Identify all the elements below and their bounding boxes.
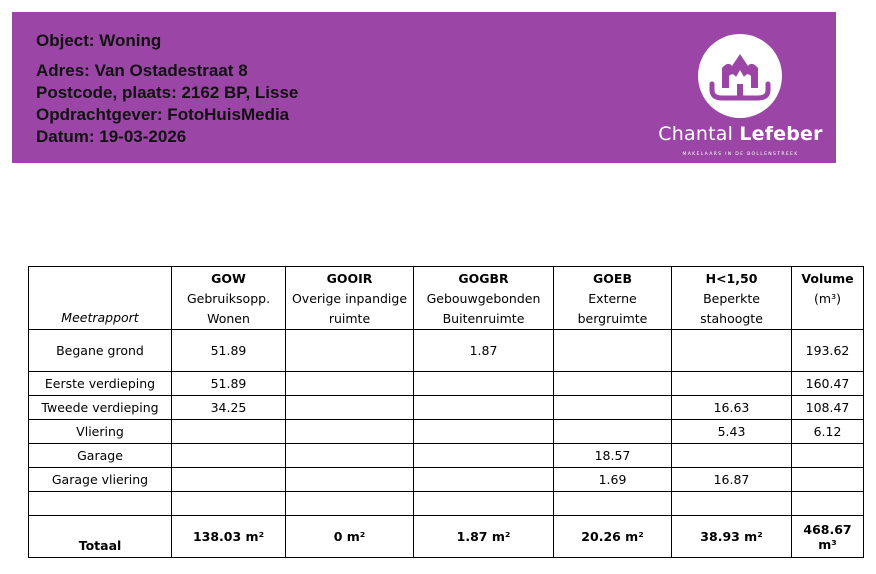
table-row	[29, 444, 864, 468]
table-cell	[554, 396, 672, 420]
column-header: GOEB Externe bergruimte	[554, 267, 672, 330]
total-cell: 468.67 m³	[792, 516, 864, 558]
table-cell	[414, 468, 554, 492]
column-header: H<1,50 Beperkte stahoogte	[672, 267, 792, 330]
object-line: Object: Woning	[36, 31, 162, 50]
table-row	[29, 468, 864, 492]
column-header: GOOIR Overige inpandige ruimte	[286, 267, 414, 330]
table-cell	[286, 492, 414, 516]
client-line: Opdrachtgever: FotoHuisMedia	[36, 105, 290, 124]
row-label: Tweede verdieping	[29, 396, 172, 420]
table-cell	[792, 444, 864, 468]
table-cell	[414, 492, 554, 516]
table-cell	[554, 492, 672, 516]
company-logo	[648, 32, 833, 162]
table-cell	[286, 330, 414, 372]
table-cell	[414, 444, 554, 468]
table-cell: 1.87	[414, 330, 554, 372]
table-cell	[414, 396, 554, 420]
column-header: Volume (m³)	[792, 267, 864, 330]
table-cell: 16.63	[672, 396, 792, 420]
table-cell: 193.62	[792, 330, 864, 372]
table-cell	[792, 492, 864, 516]
row-label: Begane grond	[29, 330, 172, 372]
table-cell: 51.89	[172, 372, 286, 396]
address-line: Adres: Van Ostadestraat 8	[36, 61, 248, 80]
table-cell	[554, 420, 672, 444]
total-label: Totaal	[29, 516, 172, 558]
postcode-line: Postcode, plaats: 2162 BP, Lisse	[36, 83, 299, 102]
table-cell	[286, 444, 414, 468]
table-row	[29, 396, 864, 420]
table-cell	[414, 372, 554, 396]
total-cell: 38.93 m²	[672, 516, 792, 558]
table-cell	[172, 468, 286, 492]
row-label: Vliering	[29, 420, 172, 444]
table-cell	[172, 444, 286, 468]
table-row	[29, 492, 864, 516]
measurement-table	[28, 266, 864, 558]
table-cell	[414, 420, 554, 444]
table-cell: 18.57	[554, 444, 672, 468]
total-cell: 1.87 m²	[414, 516, 554, 558]
table-cell	[286, 372, 414, 396]
table-cell	[172, 420, 286, 444]
table-cell: 108.47	[792, 396, 864, 420]
table-row	[29, 330, 864, 372]
date-line: Datum: 19-03-2026	[36, 127, 187, 146]
logo-last-name: Lefeber	[739, 123, 823, 145]
table-cell	[554, 372, 672, 396]
row-label	[29, 492, 172, 516]
table-row	[29, 372, 864, 396]
total-cell: 20.26 m²	[554, 516, 672, 558]
table-cell	[672, 330, 792, 372]
table-header-row	[29, 267, 864, 330]
logo-name	[648, 123, 833, 145]
header-info	[36, 30, 298, 148]
column-header: GOW Gebruiksopp. Wonen	[172, 267, 286, 330]
column-header: GOGBR Gebouwgebonden Buitenruimte	[414, 267, 554, 330]
logo-tagline: MAKELAARS IN DE BOLLENSTREEK	[682, 152, 799, 157]
table-cell: 51.89	[172, 330, 286, 372]
logo-first-name: Chantal	[658, 123, 734, 145]
table-cell	[672, 492, 792, 516]
row-label: Garage	[29, 444, 172, 468]
table-cell: 34.25	[172, 396, 286, 420]
table-cell: 160.47	[792, 372, 864, 396]
row-label: Eerste verdieping	[29, 372, 172, 396]
table-cell	[172, 492, 286, 516]
table-cell: 6.12	[792, 420, 864, 444]
total-row	[29, 516, 864, 558]
table-cell	[286, 396, 414, 420]
table-cell: 1.69	[554, 468, 672, 492]
table-cell	[286, 420, 414, 444]
table-cell	[792, 468, 864, 492]
table-cell	[672, 444, 792, 468]
total-cell: 0 m²	[286, 516, 414, 558]
table-cell	[554, 330, 672, 372]
header-banner	[12, 12, 836, 163]
total-cell: 138.03 m²	[172, 516, 286, 558]
tulip-logo-icon	[698, 34, 782, 118]
table-cell: 16.87	[672, 468, 792, 492]
table-cell	[672, 372, 792, 396]
table-cell: 5.43	[672, 420, 792, 444]
table-cell	[286, 468, 414, 492]
row-label: Garage vliering	[29, 468, 172, 492]
corner-label: Meetrapport	[29, 267, 172, 330]
table-row	[29, 420, 864, 444]
